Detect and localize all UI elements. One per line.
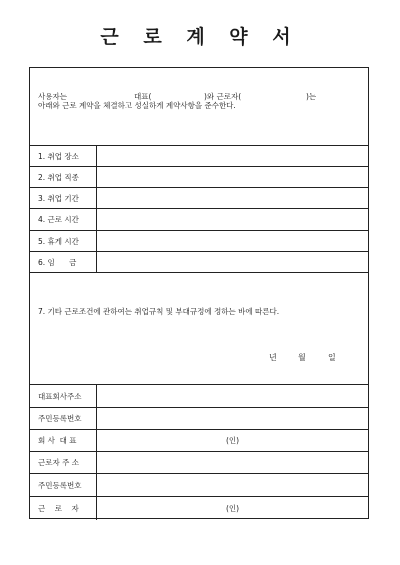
term-row-job-type xyxy=(30,167,368,188)
date-day-label: 일 xyxy=(328,353,336,362)
sig-row-company-representative xyxy=(30,430,368,452)
sig-value-field[interactable] xyxy=(97,474,368,496)
sig-value-field[interactable] xyxy=(97,385,368,407)
term-label: 1. 취업 장소 xyxy=(30,146,97,166)
term-label: 4. 근로 시간 xyxy=(30,209,97,230)
sig-label: 주민등록번호 xyxy=(30,408,97,429)
seal-field[interactable]: (인) xyxy=(225,436,240,445)
term-label: 2. 취업 직종 xyxy=(30,167,97,187)
term-label: 5. 휴게 시간 xyxy=(30,231,97,251)
worker-text: )와 근로자( xyxy=(204,92,242,101)
seal-field[interactable]: (인) xyxy=(225,504,240,513)
sig-label: 주민등록번호 xyxy=(30,474,97,496)
representative-text: 대표( xyxy=(134,92,152,101)
sig-label: 회 사 대 표 xyxy=(30,430,97,451)
term-row-wage xyxy=(30,252,368,273)
date-month-label: 월 xyxy=(298,353,306,362)
document-title: 근 로 계 약 서 xyxy=(100,26,300,48)
employer-text: 사용자는 xyxy=(38,92,67,101)
sig-label: 대표회사주소 xyxy=(30,385,97,407)
sig-label: 근 로 자 xyxy=(30,497,97,520)
other-conditions-clause xyxy=(30,273,368,385)
date-year-label: 년 xyxy=(269,353,277,362)
sig-row-representative-id xyxy=(30,408,368,430)
term-row-break-time xyxy=(30,231,368,252)
contract-form xyxy=(29,67,369,519)
clause-text: 7. 기타 근로조건에 관하여는 취업규칙 및 부대규정에 정하는 바에 따른다. xyxy=(38,307,280,316)
contract-intro xyxy=(30,68,368,146)
term-value-field[interactable] xyxy=(97,231,368,251)
term-value-field[interactable] xyxy=(97,209,368,230)
intro-line-2: 아래와 근로 계약을 체결하고 성실하게 계약사항을 준수한다. xyxy=(38,101,236,110)
term-value-field[interactable] xyxy=(97,188,368,208)
term-row-work-place xyxy=(30,146,368,167)
term-row-working-hours xyxy=(30,209,368,231)
topic-particle-text: )는 xyxy=(306,92,317,101)
sig-value-field[interactable] xyxy=(97,452,368,473)
sig-label: 근로자 주 소 xyxy=(30,452,97,473)
sig-row-company-address xyxy=(30,385,368,408)
term-value-field[interactable] xyxy=(97,167,368,187)
term-value-field[interactable] xyxy=(97,252,368,272)
term-label: 3. 취업 기간 xyxy=(30,188,97,208)
sig-row-worker-id xyxy=(30,474,368,497)
sig-row-worker xyxy=(30,497,368,520)
term-label: 6. 임 금 xyxy=(30,252,97,272)
sig-value-field[interactable] xyxy=(97,408,368,429)
term-value-field[interactable] xyxy=(97,146,368,166)
sig-row-worker-address xyxy=(30,452,368,474)
term-row-employment-period xyxy=(30,188,368,209)
